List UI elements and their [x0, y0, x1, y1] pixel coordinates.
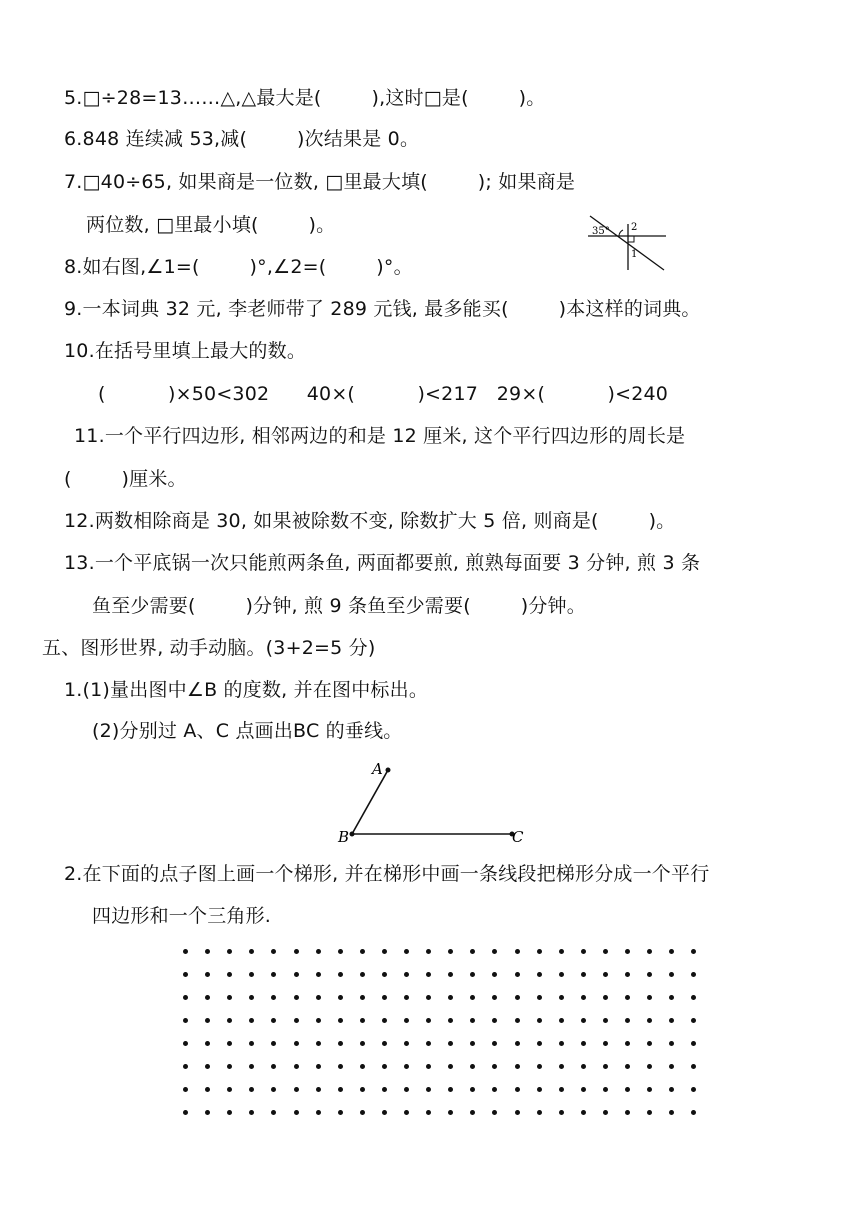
grid-dot	[448, 1064, 453, 1069]
grid-dot	[647, 995, 652, 1000]
grid-dot	[426, 972, 431, 977]
grid-dot	[537, 972, 542, 977]
grid-dot	[338, 949, 343, 954]
grid-dot	[404, 1087, 409, 1092]
grid-dot	[316, 995, 321, 1000]
grid-dot	[603, 1110, 608, 1115]
question-11-line-1: 11.一个平行四边形, 相邻两边的和是 12 厘米, 这个平行四边形的周长是	[74, 425, 686, 447]
question-7-line-1: 7.□40÷65, 如果商是一位数, □里最大填( ); 如果商是	[64, 171, 576, 193]
grid-dot	[669, 949, 674, 954]
question-6: 6.848 连续减 53,减( )次结果是 0。	[64, 128, 420, 150]
grid-dot	[603, 1064, 608, 1069]
grid-dot	[559, 1041, 564, 1046]
grid-dot	[470, 1110, 475, 1115]
grid-dot	[294, 972, 299, 977]
grid-dot	[227, 972, 232, 977]
grid-dot	[426, 949, 431, 954]
grid-dot	[227, 995, 232, 1000]
grid-dot	[669, 1064, 674, 1069]
grid-dot	[382, 972, 387, 977]
grid-dot	[603, 995, 608, 1000]
grid-dot	[426, 1110, 431, 1115]
grid-dot	[647, 1110, 652, 1115]
grid-dot	[404, 995, 409, 1000]
grid-dot	[625, 949, 630, 954]
grid-dot	[271, 1087, 276, 1092]
grid-dot	[227, 1087, 232, 1092]
grid-dot	[691, 1110, 696, 1115]
grid-dot	[537, 1064, 542, 1069]
grid-dot	[294, 1064, 299, 1069]
grid-dot	[448, 995, 453, 1000]
grid-dot	[426, 1087, 431, 1092]
grid-dot	[249, 1110, 254, 1115]
question-8: 8.如右图,∠1=( )°,∠2=( )°。	[64, 256, 413, 278]
question-10-blanks: ( )×50<302 40×( )<217 29×( )<240	[98, 383, 669, 405]
angle-label-35: 35°	[592, 226, 610, 237]
grid-dot	[647, 972, 652, 977]
question-5: 5.□÷28=13……△,△最大是( ),这时□是( )。	[64, 87, 546, 109]
grid-dot	[183, 1087, 188, 1092]
grid-dot	[183, 1064, 188, 1069]
grid-dot	[338, 1041, 343, 1046]
grid-dot	[338, 1110, 343, 1115]
grid-dot	[537, 1110, 542, 1115]
question-13-line-1: 13.一个平底锅一次只能煎两条鱼, 两面都要煎, 煎熟每面要 3 分钟, 煎 3 条	[64, 552, 701, 574]
grid-dot	[227, 1018, 232, 1023]
grid-dot	[271, 1110, 276, 1115]
grid-dot	[603, 972, 608, 977]
grid-dot	[581, 972, 586, 977]
grid-dot	[360, 995, 365, 1000]
grid-dot	[647, 1087, 652, 1092]
grid-dot	[470, 1087, 475, 1092]
grid-dot	[316, 949, 321, 954]
grid-dot	[537, 1041, 542, 1046]
grid-dot	[559, 1018, 564, 1023]
grid-dot	[382, 995, 387, 1000]
grid-dot	[316, 1110, 321, 1115]
grid-dot	[382, 1087, 387, 1092]
grid-dot	[691, 949, 696, 954]
grid-dot	[492, 949, 497, 954]
grid-dot	[492, 1064, 497, 1069]
section-5-heading: 五、图形世界, 动手动脑。(3+2=5 分)	[42, 637, 376, 659]
section-5-q1-part2: (2)分别过 A、C 点画出BC 的垂线。	[92, 720, 403, 742]
grid-dot	[669, 972, 674, 977]
dot-grid[interactable]	[183, 949, 705, 1117]
grid-dot	[205, 1064, 210, 1069]
grid-dot	[271, 972, 276, 977]
grid-dot	[227, 1064, 232, 1069]
grid-dot	[625, 1041, 630, 1046]
grid-dot	[338, 1018, 343, 1023]
grid-dot	[647, 949, 652, 954]
grid-dot	[316, 972, 321, 977]
grid-dot	[515, 972, 520, 977]
grid-dot	[691, 1018, 696, 1023]
grid-dot	[404, 972, 409, 977]
grid-dot	[338, 995, 343, 1000]
grid-dot	[205, 995, 210, 1000]
grid-dot	[669, 995, 674, 1000]
grid-dot	[249, 1064, 254, 1069]
grid-dot	[603, 1087, 608, 1092]
section-5-q1-part1: 1.(1)量出图中∠B 的度数, 并在图中标出。	[64, 679, 429, 701]
abc-figure	[336, 758, 526, 844]
grid-dot	[625, 1087, 630, 1092]
grid-dot	[581, 1064, 586, 1069]
grid-dot	[382, 949, 387, 954]
grid-dot	[559, 972, 564, 977]
question-13-line-2: 鱼至少需要( )分钟, 煎 9 条鱼至少需要( )分钟。	[92, 595, 586, 617]
grid-dot	[492, 972, 497, 977]
grid-dot	[183, 1018, 188, 1023]
grid-dot	[515, 1041, 520, 1046]
grid-dot	[249, 1087, 254, 1092]
angle-label-2: 2	[631, 222, 638, 233]
grid-dot	[691, 972, 696, 977]
grid-dot	[669, 1087, 674, 1092]
grid-dot	[603, 1041, 608, 1046]
grid-dot	[515, 1064, 520, 1069]
grid-dot	[470, 972, 475, 977]
grid-dot	[492, 1018, 497, 1023]
grid-dot	[647, 1018, 652, 1023]
grid-dot	[404, 1110, 409, 1115]
grid-dot	[537, 1018, 542, 1023]
grid-dot	[249, 972, 254, 977]
grid-dot	[515, 1018, 520, 1023]
question-12: 12.两数相除商是 30, 如果被除数不变, 除数扩大 5 倍, 则商是( )。	[64, 510, 676, 532]
grid-dot	[426, 1041, 431, 1046]
grid-dot	[625, 972, 630, 977]
angle-figure	[588, 214, 668, 272]
section-5-q2-line-1: 2.在下面的点子图上画一个梯形, 并在梯形中画一条线段把梯形分成一个平行	[64, 863, 710, 885]
grid-dot	[669, 1018, 674, 1023]
question-11-line-2: ( )厘米。	[64, 468, 187, 490]
grid-dot	[271, 995, 276, 1000]
grid-dot	[426, 995, 431, 1000]
grid-dot	[559, 995, 564, 1000]
grid-dot	[537, 995, 542, 1000]
grid-dot	[470, 949, 475, 954]
grid-dot	[581, 1018, 586, 1023]
grid-dot	[691, 1064, 696, 1069]
grid-dot	[470, 1064, 475, 1069]
grid-dot	[227, 1110, 232, 1115]
question-9: 9.一本词典 32 元, 李老师带了 289 元钱, 最多能买( )本这样的词典。	[64, 298, 701, 320]
grid-dot	[426, 1018, 431, 1023]
grid-dot	[294, 1018, 299, 1023]
grid-dot	[360, 1110, 365, 1115]
grid-dot	[581, 1110, 586, 1115]
grid-dot	[227, 1041, 232, 1046]
grid-dot	[382, 1110, 387, 1115]
grid-dot	[470, 1018, 475, 1023]
grid-dot	[537, 1087, 542, 1092]
grid-dot	[338, 1064, 343, 1069]
grid-dot	[448, 949, 453, 954]
grid-dot	[205, 972, 210, 977]
grid-dot	[515, 1110, 520, 1115]
grid-dot	[669, 1110, 674, 1115]
grid-dot	[559, 1087, 564, 1092]
grid-dot	[492, 1041, 497, 1046]
grid-dot	[581, 1087, 586, 1092]
grid-dot	[205, 1087, 210, 1092]
grid-dot	[183, 972, 188, 977]
grid-dot	[625, 1018, 630, 1023]
grid-dot	[271, 1041, 276, 1046]
grid-dot	[448, 1041, 453, 1046]
grid-dot	[448, 1110, 453, 1115]
grid-dot	[492, 1087, 497, 1092]
grid-dot	[448, 1018, 453, 1023]
grid-dot	[691, 995, 696, 1000]
grid-dot	[537, 949, 542, 954]
grid-dot	[404, 1041, 409, 1046]
grid-dot	[625, 1110, 630, 1115]
grid-dot	[249, 1018, 254, 1023]
grid-dot	[338, 1087, 343, 1092]
grid-dot	[227, 949, 232, 954]
point-c-label: C	[512, 828, 524, 846]
grid-dot	[360, 1041, 365, 1046]
grid-dot	[559, 1110, 564, 1115]
grid-dot	[205, 1041, 210, 1046]
grid-dot	[470, 995, 475, 1000]
grid-dot	[492, 1110, 497, 1115]
grid-dot	[404, 1064, 409, 1069]
grid-dot	[404, 1018, 409, 1023]
grid-dot	[360, 1064, 365, 1069]
grid-dot	[691, 1041, 696, 1046]
grid-dot	[625, 1064, 630, 1069]
grid-dot	[294, 1041, 299, 1046]
grid-dot	[559, 1064, 564, 1069]
grid-dot	[360, 949, 365, 954]
grid-dot	[448, 1087, 453, 1092]
question-7-line-2: 两位数, □里最小填( )。	[86, 214, 336, 236]
grid-dot	[360, 1087, 365, 1092]
grid-dot	[183, 949, 188, 954]
grid-dot	[360, 1018, 365, 1023]
grid-dot	[515, 949, 520, 954]
grid-dot	[205, 1018, 210, 1023]
grid-dot	[691, 1087, 696, 1092]
grid-dot	[316, 1041, 321, 1046]
grid-dot	[426, 1064, 431, 1069]
question-10: 10.在括号里填上最大的数。	[64, 340, 307, 362]
section-5-q2-line-2: 四边形和一个三角形.	[92, 905, 272, 927]
grid-dot	[470, 1041, 475, 1046]
grid-dot	[271, 1064, 276, 1069]
grid-dot	[382, 1041, 387, 1046]
grid-dot	[448, 972, 453, 977]
grid-dot	[294, 1087, 299, 1092]
grid-dot	[581, 1041, 586, 1046]
grid-dot	[249, 995, 254, 1000]
grid-dot	[249, 949, 254, 954]
grid-dot	[581, 949, 586, 954]
grid-dot	[603, 949, 608, 954]
grid-dot	[625, 995, 630, 1000]
grid-dot	[404, 949, 409, 954]
point-b-label: B	[338, 828, 350, 846]
grid-dot	[492, 995, 497, 1000]
grid-dot	[316, 1064, 321, 1069]
grid-dot	[603, 1018, 608, 1023]
grid-dot	[205, 1110, 210, 1115]
grid-dot	[271, 1018, 276, 1023]
grid-dot	[249, 1041, 254, 1046]
grid-dot	[360, 972, 365, 977]
grid-dot	[382, 1064, 387, 1069]
angle-label-1: 1	[631, 249, 638, 260]
grid-dot	[515, 1087, 520, 1092]
grid-dot	[271, 949, 276, 954]
grid-dot	[669, 1041, 674, 1046]
grid-dot	[183, 1041, 188, 1046]
grid-dot	[294, 949, 299, 954]
grid-dot	[338, 972, 343, 977]
grid-dot	[294, 1110, 299, 1115]
grid-dot	[647, 1041, 652, 1046]
grid-dot	[316, 1087, 321, 1092]
grid-dot	[183, 995, 188, 1000]
grid-dot	[581, 995, 586, 1000]
grid-dot	[515, 995, 520, 1000]
point-a-label: A	[372, 760, 383, 778]
grid-dot	[294, 995, 299, 1000]
grid-dot	[316, 1018, 321, 1023]
grid-dot	[382, 1018, 387, 1023]
grid-dot	[205, 949, 210, 954]
grid-dot	[183, 1110, 188, 1115]
grid-dot	[647, 1064, 652, 1069]
grid-dot	[559, 949, 564, 954]
